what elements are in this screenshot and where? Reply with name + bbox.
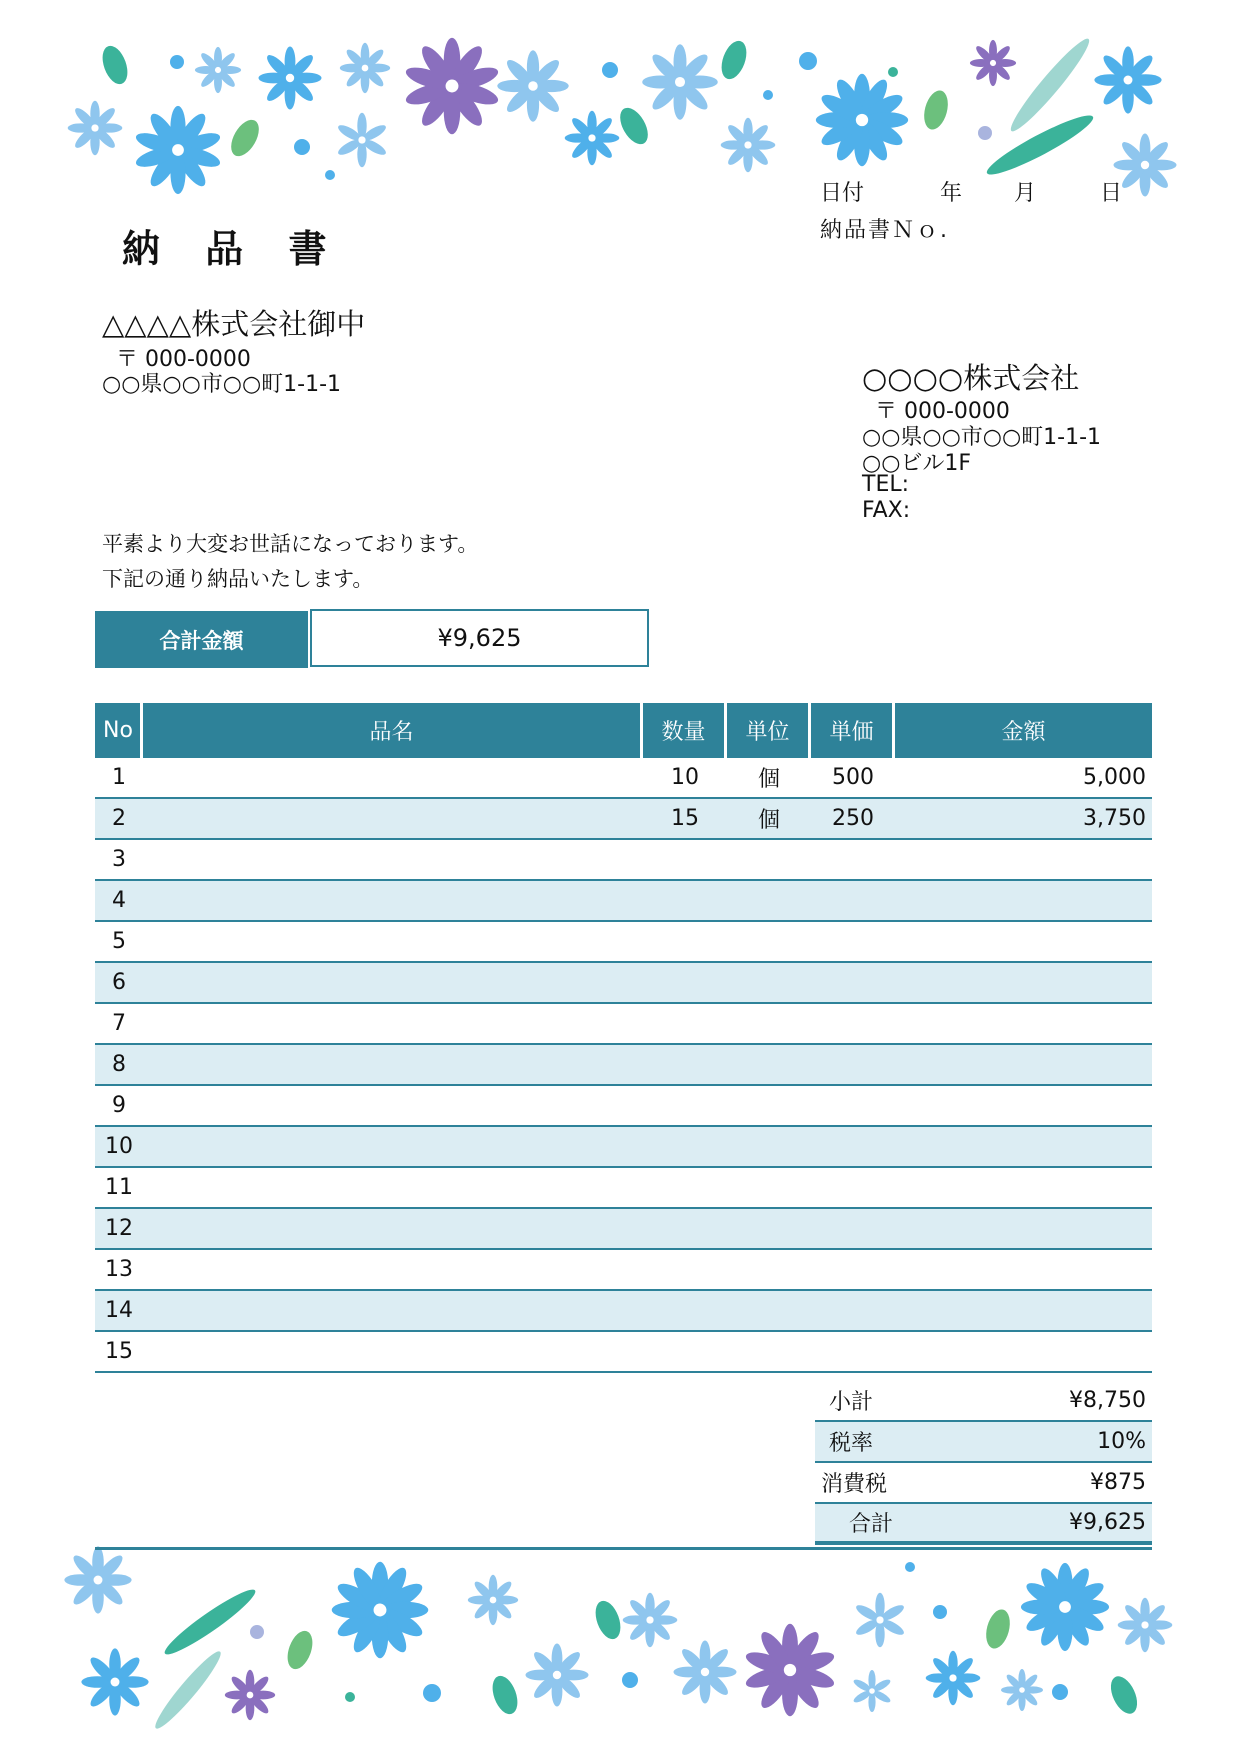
greeting-line-2: 下記の通り納品いたします。: [102, 567, 374, 591]
header-quantity: 数量: [643, 703, 727, 758]
header-amount: 金額: [895, 703, 1152, 758]
flower-icon: [1001, 1669, 1043, 1711]
flower-icon: [497, 50, 568, 121]
flower-icon: [1094, 46, 1161, 113]
unit-price-cell: [811, 963, 895, 1002]
unit-price-cell: 500: [832, 765, 874, 790]
issuer-name: ○○○○株式会社: [862, 361, 1080, 395]
flower-icon: [526, 1644, 589, 1707]
flower-icon: [623, 1593, 678, 1648]
item-name-cell: [143, 1168, 643, 1207]
subtotal-label: 小計: [829, 1390, 874, 1415]
row-number: 1: [112, 765, 126, 790]
issuer-building: ○○ビル1F: [862, 451, 972, 476]
dot-icon: [170, 55, 184, 69]
grand-total-value: ¥9,625: [1069, 1510, 1146, 1535]
flower-icon: [195, 47, 241, 93]
amount-cell: [895, 1250, 1152, 1289]
flower-icon: [340, 43, 390, 93]
item-name-cell: [143, 922, 643, 961]
dot-icon: [1052, 1684, 1068, 1700]
amount-cell: [895, 1127, 1152, 1166]
consumption-tax-row: [815, 1463, 1152, 1504]
header-unit-price: 単価: [811, 703, 895, 758]
date-field: [820, 176, 1140, 206]
amount-cell: [895, 1291, 1152, 1330]
quantity-cell: [643, 840, 727, 879]
amount-cell: [895, 881, 1152, 920]
unit-price-cell: [811, 1209, 895, 1248]
unit-price-cell: [811, 1045, 895, 1084]
quantity-cell: [643, 1332, 727, 1371]
flower-icon: [336, 113, 388, 168]
unit-cell: [727, 1332, 811, 1371]
issuer-tel: TEL:: [862, 472, 910, 497]
subtotal-value: ¥8,750: [1069, 1388, 1146, 1413]
amount-cell: 5,000: [1083, 765, 1146, 790]
unit-cell: [727, 1209, 811, 1248]
unit-cell: [727, 1250, 811, 1289]
customer-name: △△△△株式会社御中: [102, 307, 366, 341]
leaf-icon: [982, 108, 1097, 182]
table-row: [95, 1250, 1152, 1291]
table-row: [95, 799, 1152, 840]
quantity-cell: 10: [671, 765, 699, 790]
unit-cell: [727, 881, 811, 920]
issuer-address: ○○県○○市○○町1-1-1: [862, 425, 1102, 450]
table-row: [95, 881, 1152, 922]
unit-cell: 個: [757, 808, 780, 833]
amount-cell: [895, 1209, 1152, 1248]
amount-cell: [895, 963, 1152, 1002]
item-name-cell: [143, 799, 643, 838]
dot-icon: [423, 1684, 441, 1702]
quantity-cell: [643, 1004, 727, 1043]
amount-cell: [895, 840, 1152, 879]
leaf-icon: [283, 1627, 317, 1672]
amount-cell: 3,750: [1083, 806, 1146, 831]
quantity-cell: [643, 1168, 727, 1207]
dot-icon: [799, 52, 817, 70]
unit-cell: 個: [757, 767, 780, 792]
flower-icon: [404, 38, 501, 135]
leaf-icon: [614, 103, 653, 149]
dot-icon: [888, 67, 898, 77]
header-no: No: [95, 703, 143, 758]
row-number: 11: [105, 1175, 133, 1200]
amount-cell: [895, 1168, 1152, 1207]
flower-icon: [225, 1670, 275, 1720]
date-day-label: 日: [1100, 181, 1123, 206]
unit-price-cell: [811, 1291, 895, 1330]
table-header: [95, 703, 1152, 758]
item-name-cell: [143, 1004, 643, 1043]
row-number: 15: [105, 1339, 133, 1364]
row-number: 8: [112, 1052, 126, 1077]
header-item-name: 品名: [143, 703, 643, 758]
consumption-tax-label: 消費税: [821, 1472, 888, 1497]
unit-cell: [727, 1291, 811, 1330]
leaf-icon: [150, 1647, 227, 1734]
consumption-tax-value: ¥875: [1090, 1470, 1146, 1495]
customer-zip: 〒 000-0000: [116, 347, 251, 372]
table-row: [95, 1086, 1152, 1127]
issuer-zip: 〒 000-0000: [875, 399, 1010, 424]
flower-icon: [642, 44, 718, 120]
quantity-cell: [643, 1250, 727, 1289]
quantity-cell: 15: [671, 806, 699, 831]
grand-total-label: 合計: [849, 1512, 894, 1537]
item-name-cell: [143, 1209, 643, 1248]
flower-icon: [1021, 1563, 1109, 1651]
item-name-cell: [143, 963, 643, 1002]
quantity-cell: [643, 922, 727, 961]
quantity-cell: [643, 963, 727, 1002]
item-name-cell: [143, 1045, 643, 1084]
flower-icon: [816, 74, 908, 166]
tax-rate-row: [815, 1422, 1152, 1463]
leaf-icon: [98, 42, 132, 87]
unit-cell: [727, 1004, 811, 1043]
row-number: 7: [112, 1011, 126, 1036]
table-row: [95, 1168, 1152, 1209]
table-row: [95, 1332, 1152, 1373]
flower-icon: [1118, 1598, 1173, 1653]
unit-price-cell: [811, 1127, 895, 1166]
table-row: [95, 1127, 1152, 1168]
leaf-icon: [982, 1607, 1014, 1651]
row-number: 13: [105, 1257, 133, 1282]
item-name-cell: [143, 881, 643, 920]
row-number: 2: [112, 806, 126, 831]
quantity-cell: [643, 1291, 727, 1330]
row-number: 3: [112, 847, 126, 872]
flower-icon: [721, 118, 776, 173]
row-number: 10: [105, 1134, 133, 1159]
unit-price-cell: [811, 840, 895, 879]
unit-price-cell: [811, 1250, 895, 1289]
flower-icon: [926, 1651, 981, 1706]
items-table: [95, 703, 1152, 1373]
item-name-cell: [143, 840, 643, 879]
flower-icon: [332, 1562, 429, 1659]
total-amount-value: ¥9,625: [310, 609, 649, 667]
unit-price-cell: [811, 1086, 895, 1125]
row-number: 5: [112, 929, 126, 954]
dot-icon: [763, 90, 773, 100]
dot-icon: [345, 1692, 355, 1702]
dot-icon: [294, 139, 310, 155]
row-number: 12: [105, 1216, 133, 1241]
date-year-label: 年: [940, 181, 963, 206]
amount-cell: [895, 1086, 1152, 1125]
flower-icon: [744, 1624, 837, 1716]
unit-price-cell: [811, 1004, 895, 1043]
quantity-cell: [643, 1127, 727, 1166]
dot-icon: [250, 1625, 264, 1639]
table-row: [95, 1045, 1152, 1086]
customer-address: ○○県○○市○○町1-1-1: [102, 372, 342, 397]
leaf-icon: [920, 88, 952, 132]
dot-icon: [602, 62, 618, 78]
quantity-cell: [643, 1045, 727, 1084]
quantity-cell: [643, 1086, 727, 1125]
dot-icon: [933, 1605, 947, 1619]
table-row: [95, 963, 1152, 1004]
row-number: 6: [112, 970, 126, 995]
item-name-cell: [143, 758, 643, 797]
unit-price-cell: [811, 1332, 895, 1371]
flower-icon: [674, 1641, 737, 1704]
leaf-icon: [488, 1672, 522, 1717]
unit-cell: [727, 1127, 811, 1166]
leaf-icon: [225, 115, 264, 161]
table-row: [95, 922, 1152, 963]
item-name-cell: [143, 1332, 643, 1371]
total-amount-label: 合計金額: [95, 611, 308, 668]
unit-price-cell: 250: [832, 806, 874, 831]
row-number: 14: [105, 1298, 133, 1323]
unit-cell: [727, 1086, 811, 1125]
dot-icon: [325, 170, 335, 180]
date-label: 日付: [820, 181, 865, 206]
flower-icon: [852, 1670, 892, 1712]
flower-icon: [468, 1575, 518, 1625]
flower-icon: [68, 101, 123, 156]
tax-rate-label: 税率: [829, 1431, 874, 1456]
amount-cell: [895, 1004, 1152, 1043]
flower-icon: [565, 111, 620, 166]
subtotal-row: [815, 1381, 1152, 1422]
issuer-fax: FAX:: [862, 498, 911, 523]
table-row: [95, 758, 1152, 799]
unit-cell: [727, 1045, 811, 1084]
dot-icon: [978, 126, 992, 140]
greeting-line-1: 平素より大変お世話になっております。: [102, 532, 479, 556]
unit-cell: [727, 1168, 811, 1207]
table-row: [95, 1209, 1152, 1250]
amount-cell: [895, 922, 1152, 961]
leaf-icon: [717, 37, 751, 82]
flower-icon: [64, 1546, 131, 1613]
table-row: [95, 1291, 1152, 1332]
unit-price-cell: [811, 1168, 895, 1207]
date-month-label: 月: [1014, 181, 1037, 206]
leaf-icon: [591, 1597, 625, 1642]
unit-cell: [727, 963, 811, 1002]
dot-icon: [622, 1672, 638, 1688]
row-number: 9: [112, 1093, 126, 1118]
table-body: [95, 758, 1152, 1373]
quantity-cell: [643, 881, 727, 920]
summary-block: [815, 1381, 1152, 1545]
item-name-cell: [143, 1127, 643, 1166]
floral-decoration-bottom: [0, 1540, 1240, 1754]
quantity-cell: [643, 1209, 727, 1248]
amount-cell: [895, 1332, 1152, 1371]
flower-icon: [970, 40, 1016, 86]
dot-icon: [905, 1562, 915, 1572]
document-title: 納 品 書: [122, 227, 343, 271]
table-row: [95, 840, 1152, 881]
unit-cell: [727, 922, 811, 961]
amount-cell: [895, 1045, 1152, 1084]
unit-cell: [727, 840, 811, 879]
item-name-cell: [143, 1291, 643, 1330]
leaf-icon: [1106, 1672, 1143, 1718]
header-unit: 単位: [727, 703, 811, 758]
flower-icon: [259, 47, 322, 110]
document-number-label: 納品書Ｎｏ.: [820, 218, 949, 243]
item-name-cell: [143, 1086, 643, 1125]
grand-total-row: [815, 1504, 1152, 1545]
row-number: 4: [112, 888, 126, 913]
tax-rate-value: 10%: [1097, 1429, 1146, 1454]
leaf-icon: [160, 1583, 260, 1661]
flower-icon: [134, 106, 223, 194]
flower-icon: [81, 1648, 148, 1715]
bottom-divider: [95, 1547, 1152, 1550]
table-row: [95, 1004, 1152, 1045]
item-name-cell: [143, 1250, 643, 1289]
unit-price-cell: [811, 881, 895, 920]
unit-price-cell: [811, 922, 895, 961]
flower-icon: [854, 1593, 906, 1648]
